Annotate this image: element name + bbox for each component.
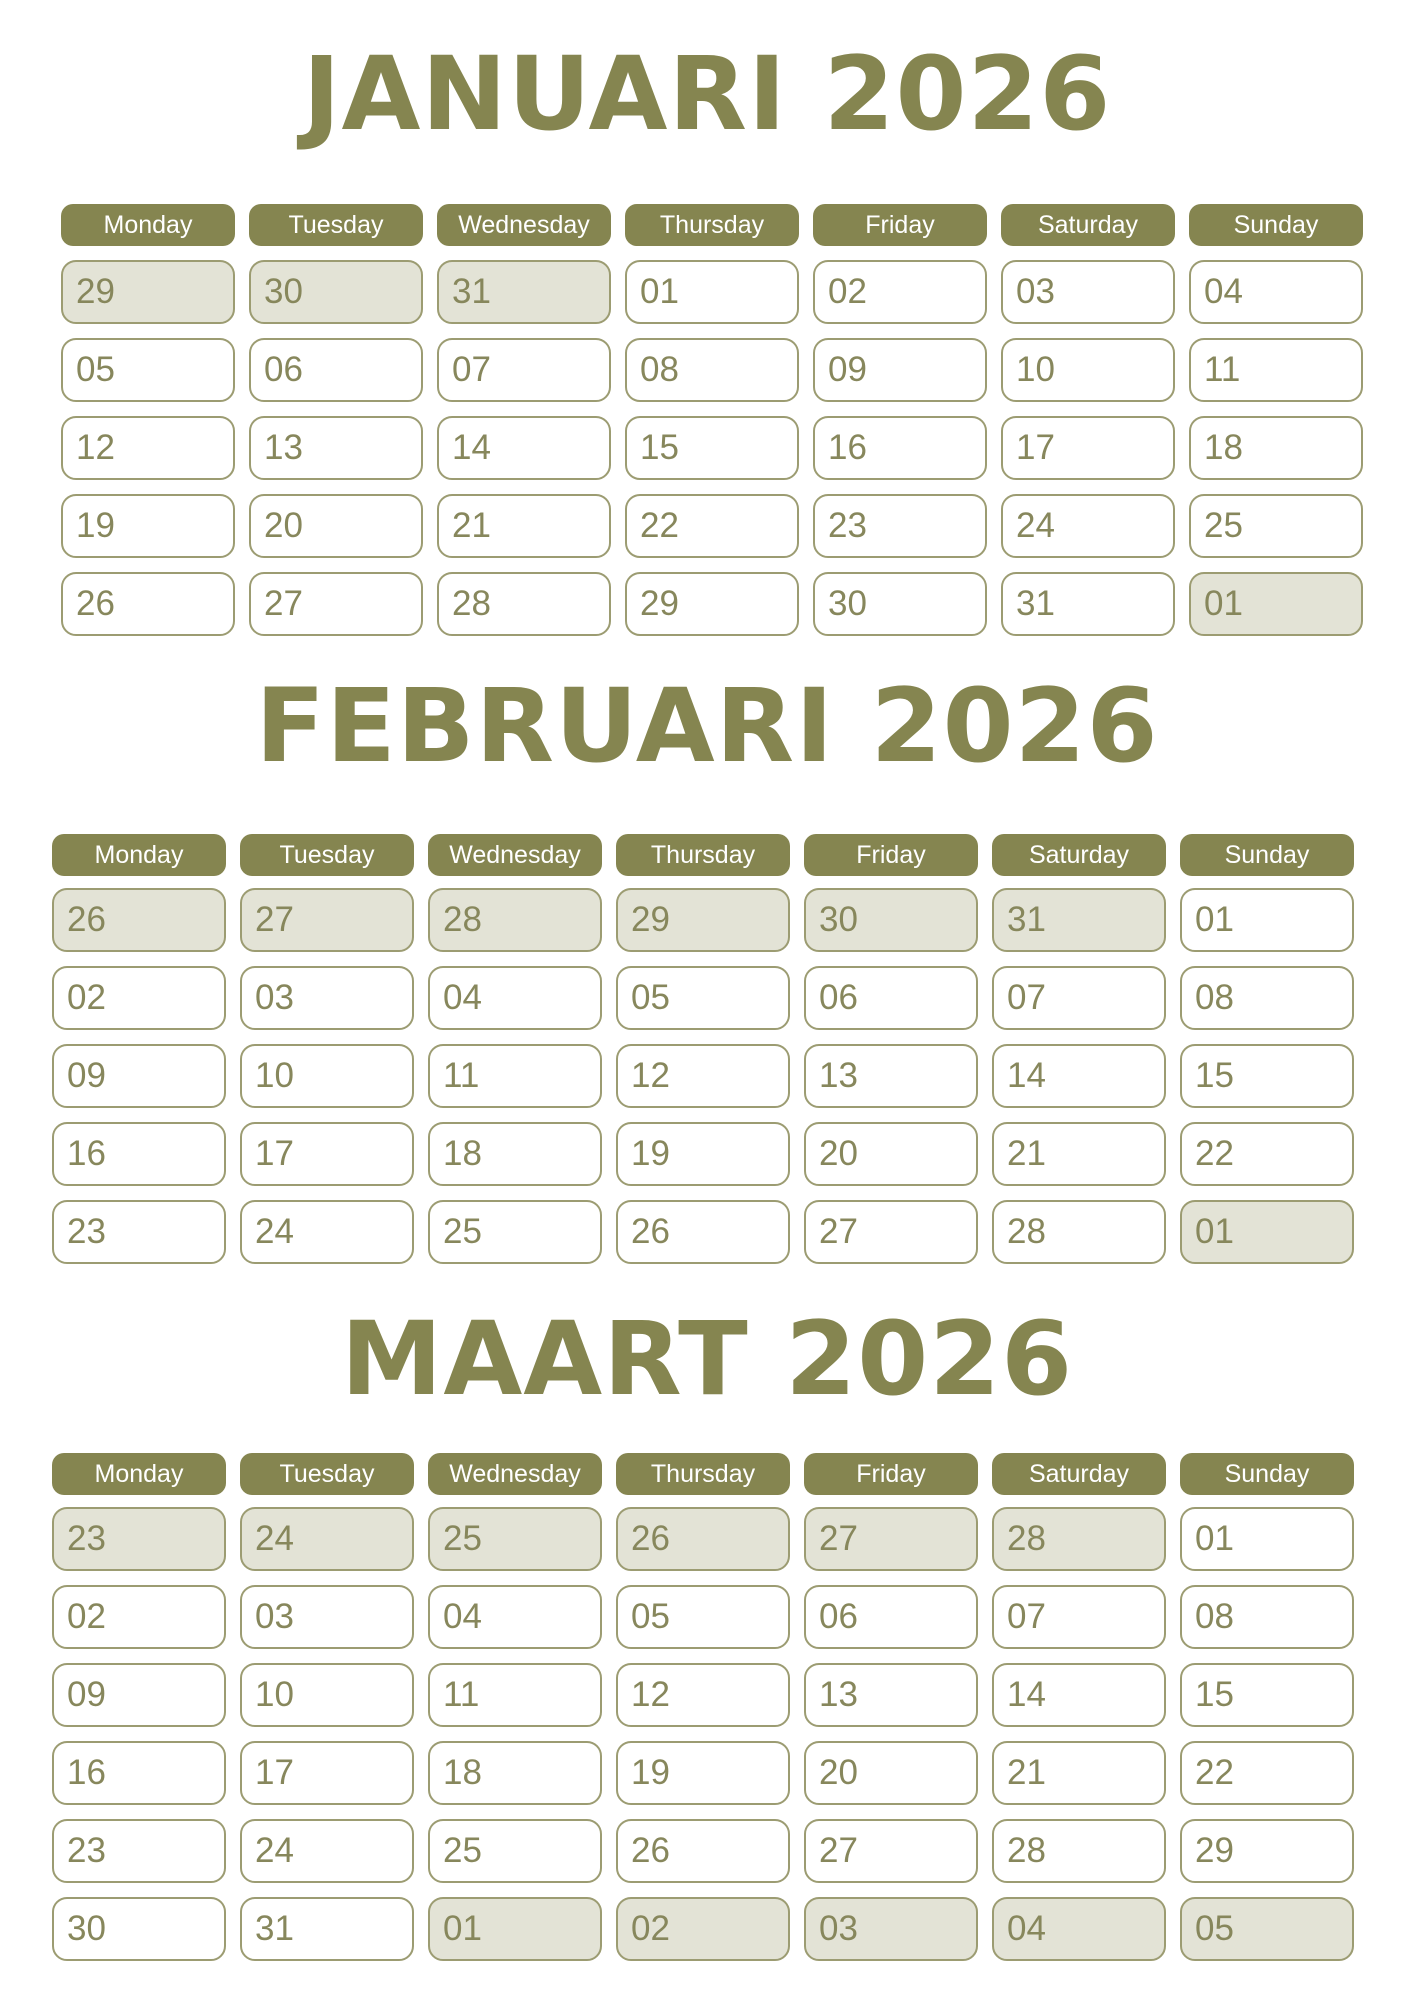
day-cell: 15 bbox=[1180, 1044, 1354, 1108]
day-cell: 27 bbox=[249, 572, 423, 636]
day-cell: 23 bbox=[52, 1819, 226, 1883]
day-cell: 08 bbox=[1180, 1585, 1354, 1649]
weekday-header-tuesday: Tuesday bbox=[240, 834, 414, 876]
day-cell-outside-month: 03 bbox=[804, 1897, 978, 1961]
day-cell: 22 bbox=[625, 494, 799, 558]
day-cell-outside-month: 05 bbox=[1180, 1897, 1354, 1961]
day-cell-outside-month: 01 bbox=[428, 1897, 602, 1961]
day-cell: 15 bbox=[625, 416, 799, 480]
day-cell-outside-month: 30 bbox=[249, 260, 423, 324]
day-cell: 24 bbox=[1001, 494, 1175, 558]
day-cell: 14 bbox=[992, 1663, 1166, 1727]
day-cell: 12 bbox=[61, 416, 235, 480]
day-cell: 26 bbox=[616, 1200, 790, 1264]
month-title: MAART 2026 bbox=[340, 1300, 1074, 1419]
day-cell: 08 bbox=[1180, 966, 1354, 1030]
day-cell: 09 bbox=[52, 1044, 226, 1108]
day-cell-outside-month: 24 bbox=[240, 1507, 414, 1571]
day-cell: 28 bbox=[992, 1819, 1166, 1883]
weekday-header-wednesday: Wednesday bbox=[428, 834, 602, 876]
month-grid bbox=[52, 1453, 1354, 1963]
day-cell: 28 bbox=[437, 572, 611, 636]
day-cell: 12 bbox=[616, 1044, 790, 1108]
day-cell: 14 bbox=[437, 416, 611, 480]
day-cell-outside-month: 29 bbox=[616, 888, 790, 952]
day-cell: 07 bbox=[992, 966, 1166, 1030]
day-cell: 11 bbox=[428, 1663, 602, 1727]
day-cell: 23 bbox=[813, 494, 987, 558]
day-cell: 03 bbox=[240, 1585, 414, 1649]
weekday-header-thursday: Thursday bbox=[625, 204, 799, 246]
day-cell: 05 bbox=[616, 966, 790, 1030]
day-cell: 15 bbox=[1180, 1663, 1354, 1727]
day-cell: 03 bbox=[1001, 260, 1175, 324]
day-cell-outside-month: 01 bbox=[1189, 572, 1363, 636]
day-cell: 04 bbox=[428, 1585, 602, 1649]
weekday-header-monday: Monday bbox=[52, 1453, 226, 1495]
weekday-header-wednesday: Wednesday bbox=[428, 1453, 602, 1495]
day-cell-outside-month: 29 bbox=[61, 260, 235, 324]
day-cell-outside-month: 04 bbox=[992, 1897, 1166, 1961]
day-cell: 11 bbox=[428, 1044, 602, 1108]
day-cell: 22 bbox=[1180, 1122, 1354, 1186]
weekday-header-saturday: Saturday bbox=[1001, 204, 1175, 246]
day-cell-outside-month: 27 bbox=[240, 888, 414, 952]
day-cell-outside-month: 31 bbox=[992, 888, 1166, 952]
day-cell: 14 bbox=[992, 1044, 1166, 1108]
weekday-header-friday: Friday bbox=[804, 1453, 978, 1495]
day-cell: 18 bbox=[1189, 416, 1363, 480]
month-grid bbox=[52, 834, 1354, 1266]
day-cell: 21 bbox=[992, 1741, 1166, 1805]
day-cell: 24 bbox=[240, 1819, 414, 1883]
day-cell-outside-month: 28 bbox=[428, 888, 602, 952]
day-cell: 28 bbox=[992, 1200, 1166, 1264]
day-cell-outside-month: 26 bbox=[52, 888, 226, 952]
day-cell: 26 bbox=[61, 572, 235, 636]
month-february bbox=[0, 667, 1414, 1251]
day-cell: 17 bbox=[240, 1122, 414, 1186]
weekday-header-sunday: Sunday bbox=[1189, 204, 1363, 246]
day-cell: 17 bbox=[240, 1741, 414, 1805]
day-cell: 18 bbox=[428, 1741, 602, 1805]
day-cell: 13 bbox=[249, 416, 423, 480]
day-cell: 18 bbox=[428, 1122, 602, 1186]
day-cell-outside-month: 26 bbox=[616, 1507, 790, 1571]
day-cell-outside-month: 28 bbox=[992, 1507, 1166, 1571]
weekday-header-friday: Friday bbox=[804, 834, 978, 876]
day-cell-outside-month: 02 bbox=[616, 1897, 790, 1961]
day-cell: 06 bbox=[804, 966, 978, 1030]
day-cell: 11 bbox=[1189, 338, 1363, 402]
weekday-header-friday: Friday bbox=[813, 204, 987, 246]
day-cell: 01 bbox=[1180, 1507, 1354, 1571]
weekday-header-saturday: Saturday bbox=[992, 834, 1166, 876]
day-cell: 29 bbox=[625, 572, 799, 636]
day-cell: 25 bbox=[428, 1819, 602, 1883]
weekday-header-thursday: Thursday bbox=[616, 1453, 790, 1495]
day-cell: 20 bbox=[804, 1741, 978, 1805]
weekday-header-sunday: Sunday bbox=[1180, 1453, 1354, 1495]
day-cell: 02 bbox=[52, 1585, 226, 1649]
weekday-header-tuesday: Tuesday bbox=[240, 1453, 414, 1495]
month-march bbox=[0, 1300, 1414, 1948]
day-cell-outside-month: 31 bbox=[437, 260, 611, 324]
weekday-header-saturday: Saturday bbox=[992, 1453, 1166, 1495]
day-cell: 06 bbox=[804, 1585, 978, 1649]
day-cell: 20 bbox=[249, 494, 423, 558]
day-cell: 19 bbox=[616, 1741, 790, 1805]
day-cell: 19 bbox=[61, 494, 235, 558]
day-cell: 04 bbox=[1189, 260, 1363, 324]
day-cell: 07 bbox=[437, 338, 611, 402]
weekday-header-tuesday: Tuesday bbox=[249, 204, 423, 246]
day-cell: 09 bbox=[52, 1663, 226, 1727]
day-cell: 06 bbox=[249, 338, 423, 402]
month-january bbox=[0, 35, 1414, 623]
day-cell: 30 bbox=[52, 1897, 226, 1961]
day-cell: 25 bbox=[428, 1200, 602, 1264]
day-cell: 27 bbox=[804, 1200, 978, 1264]
weekday-header-monday: Monday bbox=[61, 204, 235, 246]
weekday-header-monday: Monday bbox=[52, 834, 226, 876]
day-cell: 05 bbox=[61, 338, 235, 402]
day-cell: 10 bbox=[1001, 338, 1175, 402]
day-cell: 21 bbox=[992, 1122, 1166, 1186]
day-cell: 10 bbox=[240, 1663, 414, 1727]
day-cell: 29 bbox=[1180, 1819, 1354, 1883]
day-cell: 01 bbox=[625, 260, 799, 324]
day-cell: 02 bbox=[813, 260, 987, 324]
day-cell: 16 bbox=[813, 416, 987, 480]
weekday-header-thursday: Thursday bbox=[616, 834, 790, 876]
month-title: FEBRUARI 2026 bbox=[255, 667, 1159, 786]
day-cell: 21 bbox=[437, 494, 611, 558]
day-cell: 16 bbox=[52, 1122, 226, 1186]
day-cell: 12 bbox=[616, 1663, 790, 1727]
day-cell: 22 bbox=[1180, 1741, 1354, 1805]
day-cell: 16 bbox=[52, 1741, 226, 1805]
day-cell-outside-month: 25 bbox=[428, 1507, 602, 1571]
month-title: JANUARI 2026 bbox=[302, 35, 1112, 154]
day-cell: 13 bbox=[804, 1663, 978, 1727]
weekday-header-sunday: Sunday bbox=[1180, 834, 1354, 876]
day-cell: 01 bbox=[1180, 888, 1354, 952]
day-cell: 10 bbox=[240, 1044, 414, 1108]
day-cell: 26 bbox=[616, 1819, 790, 1883]
day-cell: 24 bbox=[240, 1200, 414, 1264]
day-cell: 03 bbox=[240, 966, 414, 1030]
month-grid bbox=[61, 204, 1363, 636]
day-cell: 09 bbox=[813, 338, 987, 402]
day-cell: 02 bbox=[52, 966, 226, 1030]
day-cell: 08 bbox=[625, 338, 799, 402]
weekday-header-wednesday: Wednesday bbox=[437, 204, 611, 246]
day-cell-outside-month: 27 bbox=[804, 1507, 978, 1571]
day-cell: 07 bbox=[992, 1585, 1166, 1649]
day-cell: 05 bbox=[616, 1585, 790, 1649]
day-cell: 23 bbox=[52, 1200, 226, 1264]
day-cell: 25 bbox=[1189, 494, 1363, 558]
day-cell: 17 bbox=[1001, 416, 1175, 480]
day-cell: 31 bbox=[240, 1897, 414, 1961]
day-cell-outside-month: 01 bbox=[1180, 1200, 1354, 1264]
day-cell: 30 bbox=[813, 572, 987, 636]
day-cell-outside-month: 30 bbox=[804, 888, 978, 952]
day-cell: 27 bbox=[804, 1819, 978, 1883]
day-cell: 19 bbox=[616, 1122, 790, 1186]
day-cell: 04 bbox=[428, 966, 602, 1030]
day-cell: 20 bbox=[804, 1122, 978, 1186]
day-cell: 31 bbox=[1001, 572, 1175, 636]
day-cell-outside-month: 23 bbox=[52, 1507, 226, 1571]
day-cell: 13 bbox=[804, 1044, 978, 1108]
